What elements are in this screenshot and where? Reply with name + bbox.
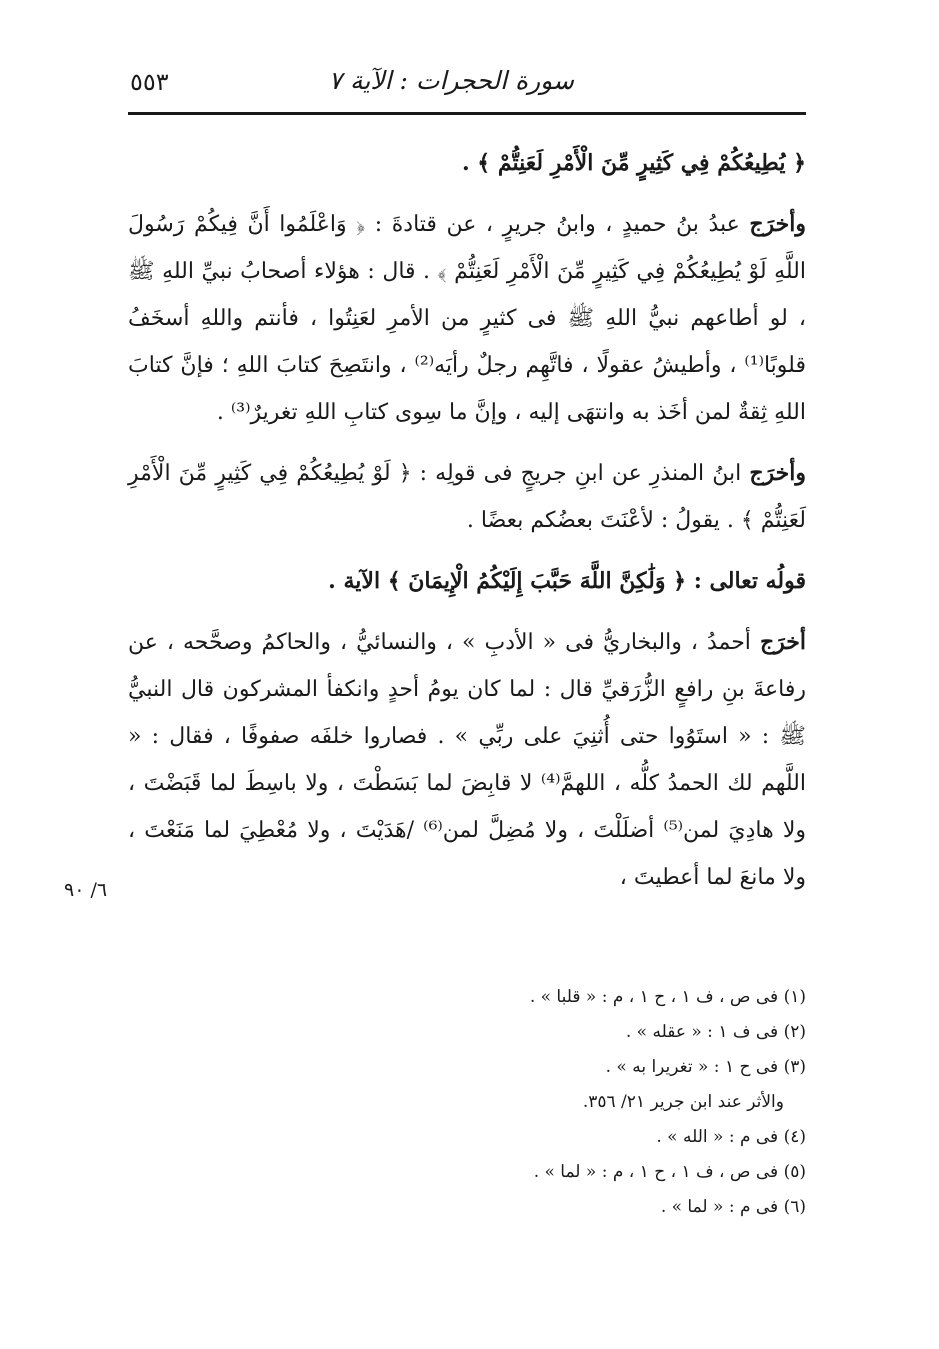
page-header (128, 60, 806, 110)
footnote-6: (٦) فى م : « لما » . (660, 1197, 806, 1217)
footnote-2: (٢) فى ف ١ : « عقله » . (625, 1022, 806, 1042)
verse-heading (128, 558, 806, 605)
paragraph-2 (128, 201, 806, 436)
paragraph-4-text: أحمدُ ، والبخاريُّ فى « الأدبِ » ، والنسائيُّ ، والحاكمُ وصحَّحه ، عن رفاعةَ بنِ رافعٍ الزُّرَقيِّ قال : لما كان يومُ أحدٍ وانكفأ المشركون قال النبيُّ ﷺ : « استَوُوا حتى أُثنِيَ على ربِّي » . فصاروا خلفَه صفوفًا ، فقال : « اللَّهم لك الحمدُ كلُّه ، اللهمَّ⁽⁴⁾ لا قابِضَ لما بَسَطْتَ ، ولا باسِطَ لما قَبَضْتَ ، ولا هادِيَ لمن⁽⁵⁾ أضلَلْتَ ، ولا مُضِلَّ لمن⁽⁶⁾ /هَدَيْتَ ، ولا مُعْطِيَ لما مَنَعْتَ ، ولا مانعَ لما أعطيتَ ، (128, 630, 806, 890)
header-rule (128, 112, 806, 115)
quran-verse-continuation: يُطِيعُكُمْ فِي كَثِيرٍ مِّنَ الْأَمْرِ لَعَنِتُّمْ ﴾ . (461, 150, 786, 176)
paragraph-3 (128, 450, 806, 544)
paragraph-4-keyword: أخرَج (759, 629, 806, 655)
margin-reference: ٦/ ٩٠ (64, 879, 108, 901)
running-title: سورة الحجرات : الآية ٧ (328, 66, 574, 95)
paragraph-3-keyword: وأخرَج (749, 460, 806, 486)
verse-heading-keyword: قولُه تعالى : (693, 568, 806, 594)
page-number: ٥٥٣ (130, 68, 169, 96)
footnote-3: (٣) فى ح ١ : « تغريرا به » . (605, 1057, 806, 1077)
paragraph-1: ﴿ يُطِيعُكُمْ فِي كَثِيرٍ مِّنَ الْأَمْرِ لَعَنِتُّمْ ﴾ . (461, 150, 806, 176)
paragraph-3-text: ابنُ المنذرِ عن ابنِ جريجٍ فى قولِه : ﴿ لَوْ يُطِيعُكُمْ فِي كَثِيرٍ مِّنَ الْأَمْرِ لَعَنِتُّمْ ﴾ . يقولُ : لأعْنَتَ بعضُكم بعضًا . (128, 461, 806, 533)
footnote-3-source: والأثر عند ابن جرير ٢١/ ٣٥٦. (582, 1092, 784, 1112)
paragraph-2-text: عبدُ بنُ حميدٍ ، وابنُ جريرٍ ، عن قتادةَ : ﴿ وَاعْلَمُوا أَنَّ فِيكُمْ رَسُولَ اللَّهِ لَوْ يُطِيعُكُمْ فِي كَثِيرٍ مِّنَ الْأَمْرِ لَعَنِتُّمْ ﴾ . قال : هؤلاء أصحابُ نبيِّ اللهِ ﷺ ، لو أطاعهم نبيُّ اللهِ ﷺ فى كثيرٍ من الأمرِ لعَنِتُوا ، فأنتم واللهِ أسخَفُ قلوبًا⁽¹⁾ ، وأطيشُ عقولًا ، فاتَّهِم رجلٌ رأيَه⁽²⁾ ، وانتَصِحَ كتابَ اللهِ ؛ فإنَّ كتابَ اللهِ ثِقةٌ لمن أخَذ به وانتهَى إليه ، وإنَّ ما سِوى كتابِ اللهِ تغريرٌ⁽³⁾ . (128, 212, 806, 425)
footnote-4: (٤) فى م : « الله » . (656, 1127, 806, 1147)
paragraph-4 (128, 619, 806, 901)
main-text (128, 140, 806, 915)
footnote-5: (٥) فى ص ، ف ١ ، ح ١ ، م : « لما » . (533, 1162, 806, 1182)
footnotes (300, 980, 806, 1225)
verse-heading-text: ﴿ وَلَٰكِنَّ اللَّهَ حَبَّبَ إِلَيْكُمُ الْإِيمَانَ ﴾ الآية . (328, 568, 694, 594)
footnote-1: (١) فى ص ، ف ١ ، ح ١ ، م : « قلبا » . (529, 987, 806, 1007)
paragraph-2-keyword: وأخرَج (749, 211, 806, 237)
